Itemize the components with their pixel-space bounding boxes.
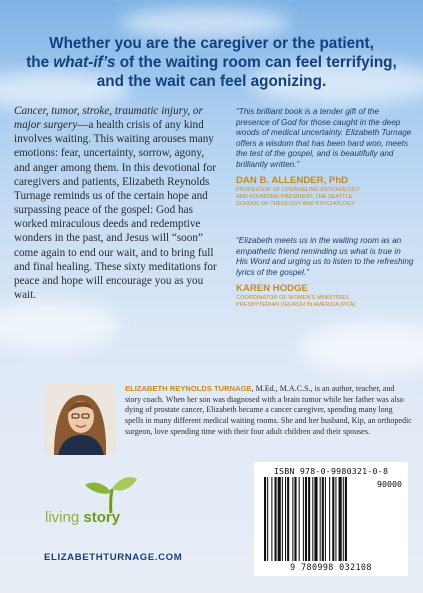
publisher-name [45, 509, 120, 526]
endorsement-quote: “This brilliant book is a tender gift of the presence of God for those caught in the deep woods of medical uncertainty. Elizabeth Turnage offers a wisdom that has been hard won, meets the test of the gospel, and is beautifully and brilliantly written.” [236, 107, 412, 169]
sky-cloud [0, 300, 120, 350]
barcode-bar [305, 477, 307, 561]
barcode-bar [339, 477, 342, 561]
barcode-bar [271, 477, 272, 561]
barcode-bar [314, 477, 317, 561]
endorsements [236, 107, 414, 309]
publisher-word-2: story [83, 509, 121, 526]
barcode-bar [308, 477, 310, 561]
author-name: ELIZABETH REYNOLDS TURNAGE [125, 384, 252, 393]
author-bio-text: , M.Ed., M.A.C.S., is an author, teacher, and story coach. When her son was diagnosed with a brain tumor while her father was also dying of prostate cancer, Elizabeth became a cancer caregiver, spending many long spells in many different medical waiting rooms. She and her husband, Kip, an orthopedic surgeon, love spending time with their four adult children and their spouses. [125, 384, 412, 436]
description-italic-lead: Cancer, tumor, stroke, traumatic injury, or major surgery [14, 105, 203, 132]
barcode-bar [345, 477, 347, 561]
barcode-bar [299, 477, 300, 561]
barcode-bar [335, 477, 336, 561]
barcode [254, 462, 408, 576]
endorsement-name: DAN B. ALLENDER, PhD [236, 175, 349, 186]
headline-line-2-post: of the waiting room can feel terrifying, [115, 54, 397, 71]
endorsement [236, 236, 414, 309]
author-portrait-icon [44, 383, 116, 455]
barcode-bar [267, 477, 268, 561]
endorsement [236, 107, 414, 208]
headline [20, 34, 403, 91]
headline-line-2 [20, 53, 403, 72]
barcode-bar [264, 477, 266, 561]
headline-line-2-pre: the [26, 54, 54, 71]
author-photo [44, 383, 116, 455]
barcode-bar [292, 477, 293, 561]
barcode-bars [264, 477, 398, 563]
price-code: 90000 [377, 479, 402, 489]
barcode-bar [303, 477, 304, 561]
endorsement-role: PROFESSOR OF COUNSELING PSYCHOLOGY AND FOUNDING PRESIDENT, THE SEATTLE SCHOOL OF THEOLOGY AND PSYCHOLOGY [236, 187, 360, 207]
headline-line-3: and the wait can feel agonizing. [96, 73, 327, 90]
barcode-bar [294, 477, 296, 561]
barcode-bar [312, 477, 313, 561]
barcode-digits: 9 780998 032108 [290, 562, 372, 572]
headline-line-1: Whether you are the caregiver or the patient, [49, 35, 374, 52]
headline-line-2-em: what-if’s [53, 54, 116, 71]
barcode-bar [322, 477, 324, 561]
website-url: ELIZABETHTURNAGE.COM [44, 552, 183, 563]
publisher-logo [45, 475, 165, 535]
endorsement-quote: “Elizabeth meets us in the waiting room as an empathetic friend reminding us what is true in His Word and urging us to listen to the refreshing lyrics of the gospel.” [236, 236, 414, 277]
barcode-bar [329, 477, 330, 561]
barcode-bar [325, 477, 326, 561]
author-bio [125, 384, 412, 438]
barcode-bar [343, 477, 344, 561]
publisher-word-1: living [45, 509, 80, 526]
barcode-bar [285, 477, 286, 561]
barcode-bar [320, 477, 321, 561]
barcode-bar [282, 477, 283, 561]
barcode-bar [275, 477, 277, 561]
isbn-label: ISBN 978-0-9980321-0-8 [273, 466, 389, 476]
sky-cloud [300, 320, 423, 375]
description-text: —a health crisis of any kind involves waiting. This waiting arouses many emotions: fear, uncertainty, sorrow, agony, and anger among them. In this devotional for caregivers and patients, Elizabeth Reynolds Turnage reminds us of the certain hope and surpassing peace of the gospel: God has worked miraculous deeds and redemptive wonders in the past, and Jesus will “soon” come again to end our wait, and to bring full and final healing. These sixty meditations for peace and hope will encourage you as you wait. [14, 119, 217, 302]
barcode-bar [287, 477, 289, 561]
barcode-bar [278, 477, 281, 561]
barcode-bar [332, 477, 334, 561]
endorsement-name: KAREN HODGE [236, 283, 308, 294]
description [14, 104, 220, 302]
endorsement-role: COORDINATOR OF WOMEN’S MINISTRIES PRESBYTERIAN CHURCH IN AMERICA (PCA) [236, 295, 356, 308]
